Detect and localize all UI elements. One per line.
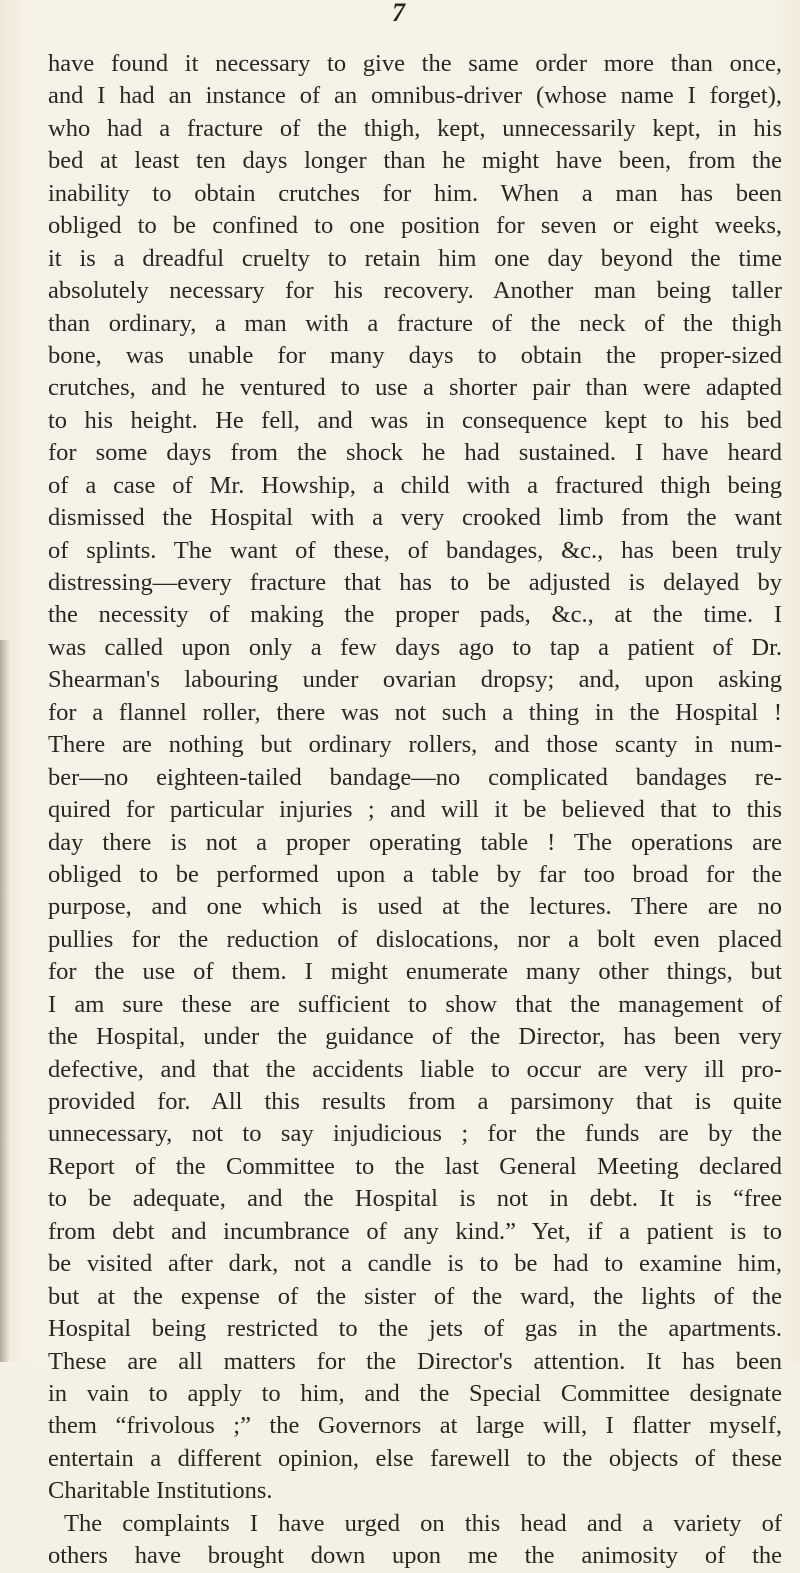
text-line: Charitable Institutions. <box>48 1477 273 1505</box>
text-line: them “frivolous ;” the Governors at large will, I flatter myself, <box>48 1412 782 1440</box>
text-line: and I had an instance of an omnibus-driver (whose name I forget), <box>48 82 782 110</box>
text-line: quired for particular injuries ; and will it be believed that to this <box>48 796 782 824</box>
text-line: was called upon only a few days ago to tap a patient of Dr. <box>48 633 782 661</box>
text-line: who had a fracture of the thigh, kept, unnecessarily kept, in his <box>48 114 782 142</box>
text-line: Shearman's labouring under ovarian dropsy; and, upon asking <box>48 666 782 694</box>
text-line: for a flannel roller, there was not such a thing in the Hospital ! <box>48 698 782 726</box>
text-line: dismissed the Hospital with a very crooked limb from the want <box>48 504 782 532</box>
paragraph-1 <box>48 48 782 1508</box>
text-line: bed at least ten days longer than he might have been, from the <box>48 147 782 175</box>
text-line: inability to obtain crutches for him. When a man has been <box>48 179 782 207</box>
text-line: of splints. The want of these, of bandages, &c., has been truly <box>48 536 782 564</box>
text-line: of a case of Mr. Howship, a child with a fractured thigh being <box>48 471 782 499</box>
text-line: These are all matters for the Director's attention. It has been <box>48 1347 782 1375</box>
text-line: others have brought down upon me the animosity of the <box>48 1542 782 1570</box>
page-number: 7 <box>392 0 405 27</box>
text-line: There are nothing but ordinary rollers, and those scanty in num- <box>48 731 782 759</box>
text-line: provided for. All this results from a parsimony that is quite <box>48 1088 782 1115</box>
text-line: the Hospital, under the guidance of the Director, has been very <box>48 1023 782 1051</box>
text-line: Report of the Committee to the last General Meeting declared <box>48 1152 782 1180</box>
text-line: from debt and incumbrance of any kind.” Yet, if a patient is to <box>48 1217 782 1245</box>
text-line: but at the expense of the sister of the ward, the lights of the <box>48 1282 782 1310</box>
text-line: The complaints I have urged on this head and a variety of <box>64 1509 782 1537</box>
text-line: day there is not a proper operating table ! The operations are <box>48 828 782 856</box>
text-line: crutches, and he ventured to use a shorter pair than were adapted <box>48 374 782 402</box>
text-line: bone, was unable for many days to obtain the proper-sized <box>48 341 782 369</box>
text-line: ber—no eighteen-tailed bandage—no complicated bandages re- <box>48 763 782 791</box>
text-line: to be adequate, and the Hospital is not in debt. It is “free <box>48 1185 782 1213</box>
text-line: the necessity of making the proper pads, &c., at the time. I <box>48 601 782 629</box>
text-line: in vain to apply to him, and the Special Committee designate <box>48 1379 782 1407</box>
text-line: entertain a different opinion, else farewell to the objects of these <box>48 1444 782 1472</box>
text-line: pullies for the reduction of dislocations, nor a bolt even placed <box>48 925 782 953</box>
text-line: have found it necessary to give the same order more than once, <box>48 50 782 77</box>
text-line: absolutely necessary for his recovery. Another man being taller <box>48 277 782 305</box>
text-line: for the use of them. I might enumerate many other things, but <box>48 958 782 986</box>
text-line: I am sure these are sufficient to show that the management of <box>48 990 782 1018</box>
text-line: obliged to be performed upon a table by far too broad for the <box>48 860 782 888</box>
body-text <box>48 48 782 1573</box>
text-line: for some days from the shock he had sustained. I have heard <box>48 439 782 467</box>
text-line: unnecessary, not to say injudicious ; for the funds are by the <box>48 1120 782 1148</box>
page-binding-shadow <box>0 640 10 1362</box>
text-line: purpose, and one which is used at the lectures. There are no <box>48 893 782 921</box>
text-line: Hospital being restricted to the jets of gas in the apartments. <box>48 1315 782 1343</box>
text-line: than ordinary, a man with a fracture of the neck of the thigh <box>48 309 782 337</box>
text-line: it is a dreadful cruelty to retain him one day beyond the time <box>48 244 782 272</box>
text-line: to his height. He fell, and was in consequence kept to his bed <box>48 406 782 434</box>
paragraph-2 <box>48 1508 782 1573</box>
text-line: defective, and that the accidents liable to occur are very ill pro- <box>48 1055 782 1083</box>
text-line: obliged to be confined to one position for seven or eight weeks, <box>48 212 782 240</box>
text-line: be visited after dark, not a candle is to be had to examine him, <box>48 1250 782 1278</box>
text-line: distressing—every fracture that has to be adjusted is delayed by <box>48 569 782 596</box>
